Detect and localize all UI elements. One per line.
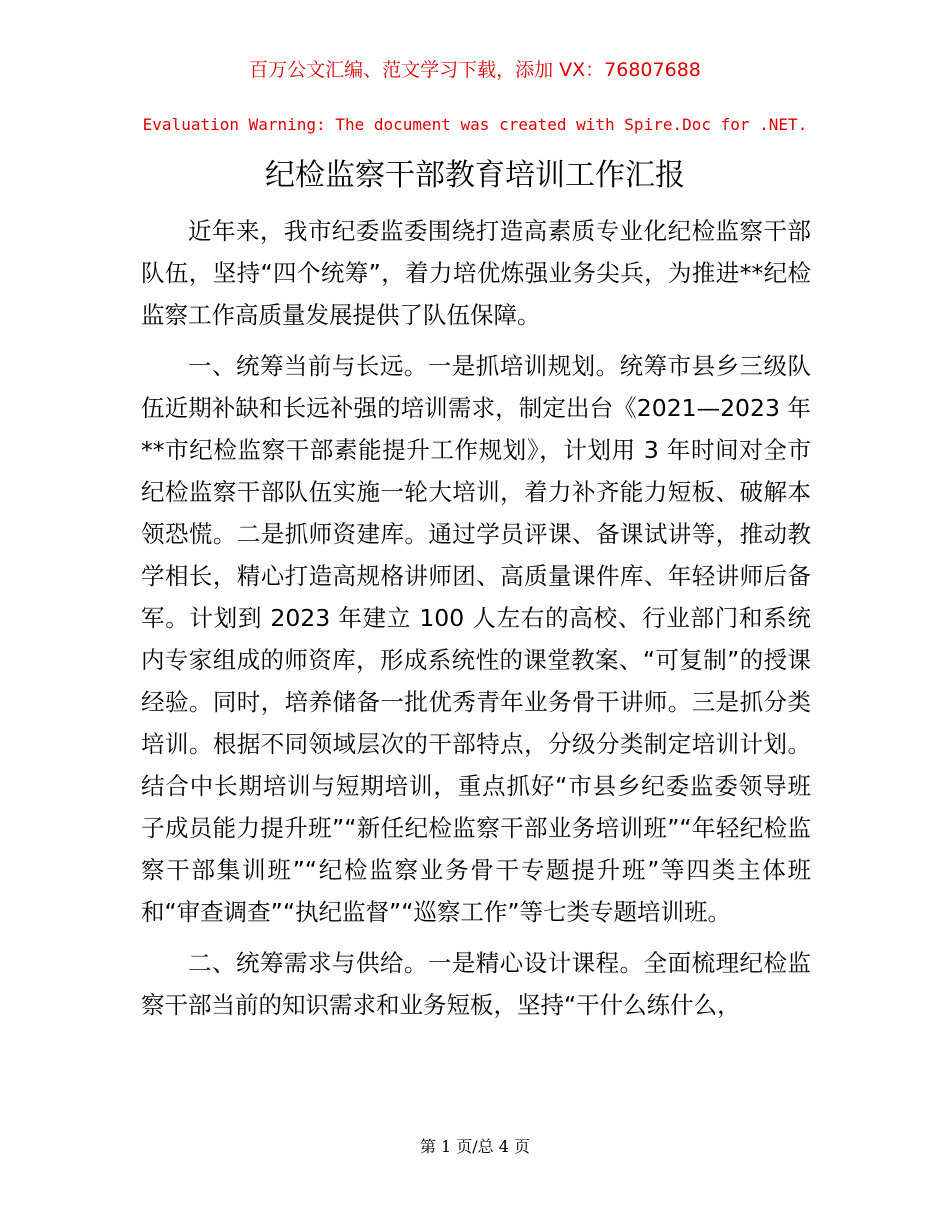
paragraph-intro: 近年来，我市纪委监委围绕打造高素质专业化纪检监察干部队伍，坚持“四个统筹”，着力培优炼强业务尖兵，为推进**纪检监察工作高质量发展提供了队伍保障。: [141, 217, 811, 329]
document-body: [141, 210, 811, 1035]
header-banner: 百万公文汇编、范文学习下载，添加 VX：76807688: [249, 59, 701, 81]
evaluation-warning: Evaluation Warning: The document was created with Spire.Doc for .NET.: [142, 115, 808, 134]
document-title: 纪检监察干部教育培训工作汇报: [265, 158, 685, 193]
paragraph-section-2: 二、统筹需求与供给。一是精心设计课程。全面梳理纪检监察干部当前的知识需求和业务短板，坚持“干什么练什么，: [141, 949, 811, 1019]
paragraph-section-1: 一、统筹当前与长远。一是抓培训规划。统筹市县乡三级队伍近期补缺和长远补强的培训需求，制定出台《2021—2023 年**市纪检监察干部素能提升工作规划》，计划用 3 年时间对全市纪检监察干部队伍实施一轮大培训，着力补齐能力短板、破解本领恐慌。二是抓师资建库。通过学员评课、备课试讲等，推动教学相长，精心打造高规格讲师团、高质量课件库、年轻讲师后备军。计划到 2023 年建立 100 人左右的高校、行业部门和系统内专家组成的师资库，形成系统性的课堂教案、“可复制”的授课经验。同时，培养储备一批优秀青年业务骨干讲师。三是抓分类培训。根据不同领域层次的干部特点，分级分类制定培训计划。结合中长期培训与短期培训，重点抓好“市县乡纪委监委领导班子成员能力提升班”“新任纪检监察干部业务培训班”“年轻纪检监察干部集训班”“纪检监察业务骨干专题提升班”等四类主体班和“审查调查”“执纪监督”“巡察工作”等七类专题培训班。: [141, 352, 811, 926]
page-number: 第 1 页/总 4 页: [419, 1137, 531, 1156]
